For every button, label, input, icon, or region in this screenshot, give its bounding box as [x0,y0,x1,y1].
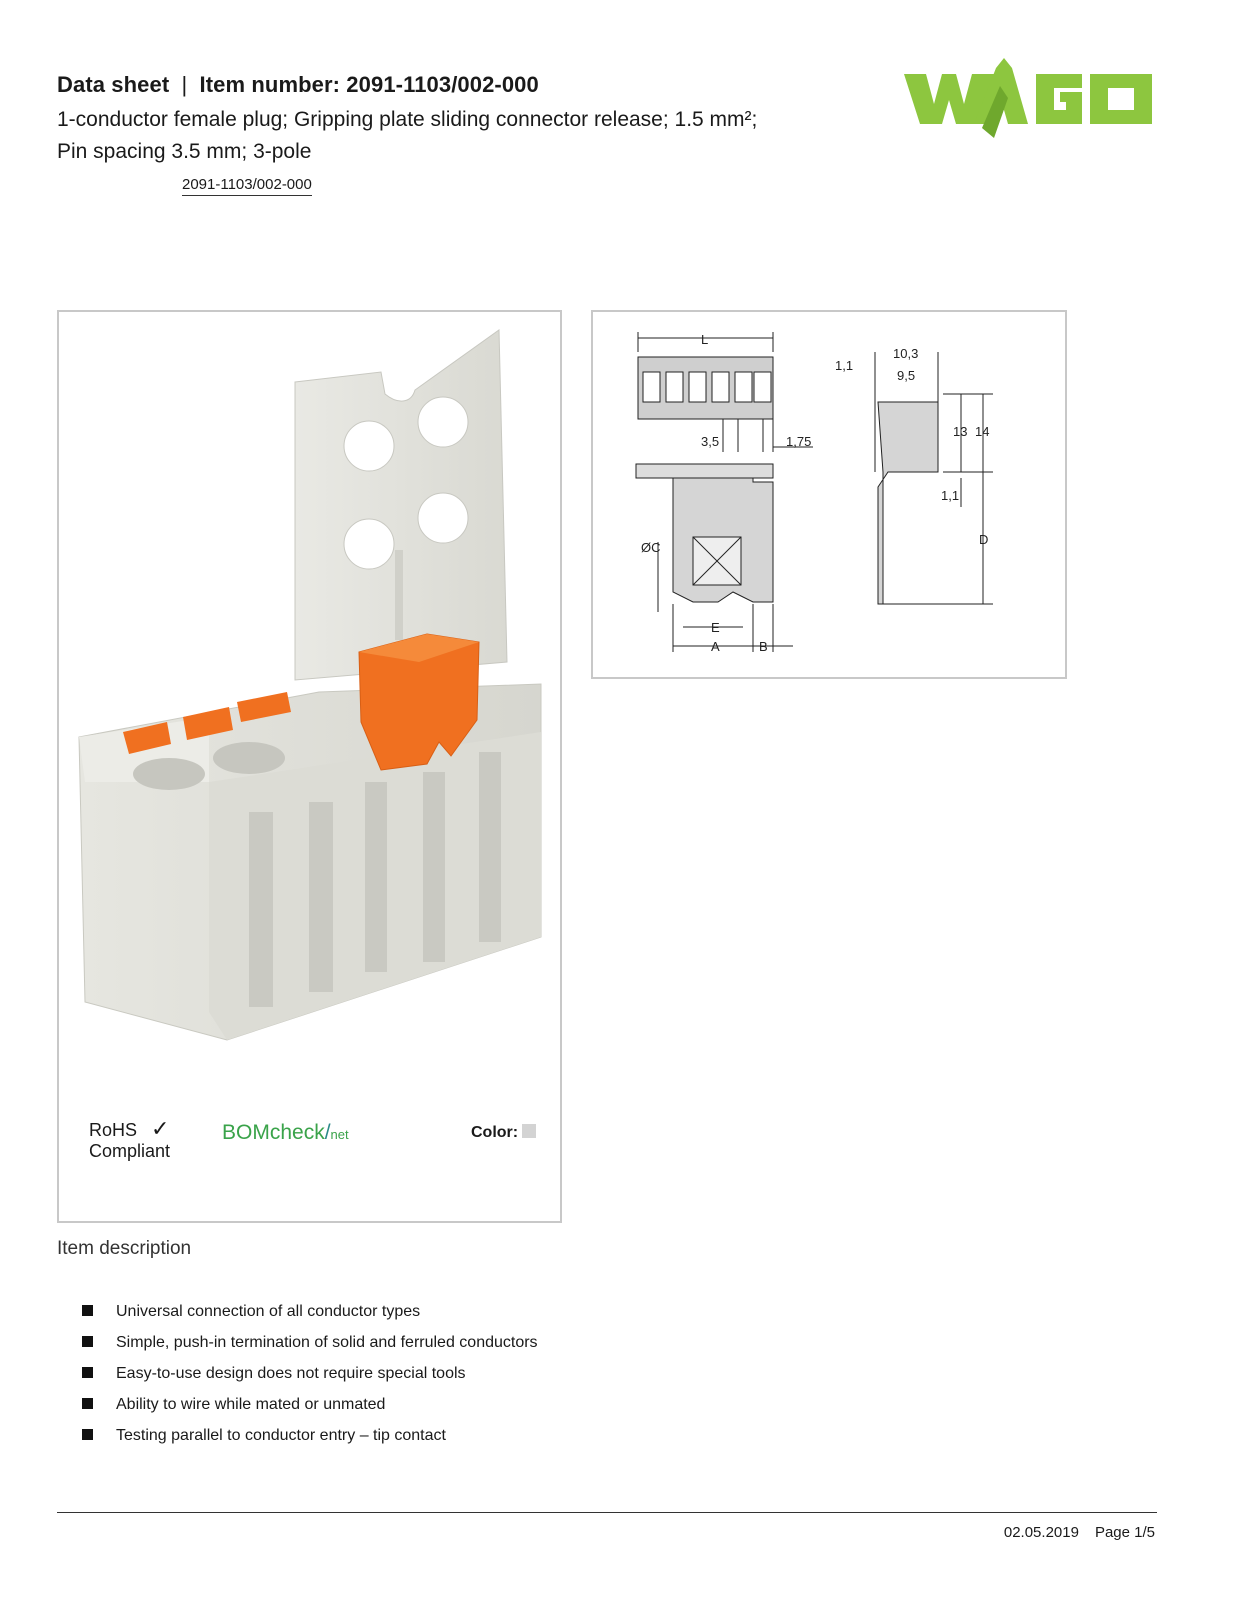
bomcheck-logo [222,1121,349,1145]
doc-type: Data sheet [57,72,170,97]
logo-text: WAGO [904,58,908,59]
feature-text: Simple, push-in termination of solid and ferruled conductors [116,1334,538,1351]
dim-E: E [711,620,720,635]
product-subtitle [57,104,857,168]
list-item [82,1395,538,1426]
list-item [82,1364,538,1395]
footer-date: 02.05.2019 [1003,1524,1079,1541]
page-title [57,72,539,98]
connector-render [59,312,560,1221]
list-item [82,1333,538,1364]
bullet-icon [82,1305,93,1316]
dim-h11: 1,1 [941,488,960,503]
page-number: Page 1/5 [1094,1524,1155,1541]
bullet-icon [82,1398,93,1409]
subtitle-line-1: 1-conductor female plug; Gripping plate sliding connector release; 1.5 mm²; [57,108,758,131]
subtitle-line-2: Pin spacing 3.5 mm; 3-pole [57,140,312,163]
dim-C: ØC [641,540,661,555]
dim-w2: 9,5 [897,368,916,383]
color-swatch [522,1124,536,1138]
dim-A: A [711,639,720,654]
dim-d1: 1,1 [835,358,854,373]
page-footer [1004,1524,1155,1541]
color-label: Color: [471,1124,519,1141]
bullet-icon [82,1429,93,1440]
dim-offset: 1,75 [786,434,812,449]
feature-text: Ability to wire while mated or unmated [116,1396,386,1413]
feature-text: Universal connection of all conductor types [116,1303,421,1320]
product-image-panel [57,310,562,1223]
item-description-heading: Item description [57,1238,192,1259]
rohs-compliant-text: Compliant [89,1141,171,1161]
bomcheck-slash: / [324,1121,331,1144]
dim-B: B [759,639,768,654]
feature-text: Testing parallel to conductor entry – tip contact [116,1427,446,1444]
item-number: Item number: 2091-1103/002-000 [199,72,539,97]
rohs-text: RoHS [89,1120,138,1140]
item-number-link[interactable]: 2091-1103/002-000 [182,176,312,196]
dimension-drawing-panel [591,310,1067,679]
bomcheck-net: net [330,1127,349,1142]
dim-pitch: 3,5 [701,434,720,449]
wago-logo [904,58,1156,142]
rohs-badge [89,1118,170,1162]
dim-L: L [701,332,709,347]
check-icon: ✓ [151,1116,170,1141]
dimension-drawing [593,312,1065,677]
list-item [82,1302,538,1333]
feature-text: Easy-to-use design does not require special tools [116,1365,466,1382]
dim-w1: 10,3 [893,346,919,361]
bullet-icon [82,1367,93,1378]
dim-h13: 13 [953,424,968,439]
footer-divider [57,1512,1157,1513]
title-separator: | [181,72,188,97]
bomcheck-text: BOMcheck [222,1121,325,1144]
dim-h14: 14 [975,424,990,439]
dim-D: D [979,532,989,547]
list-item [82,1426,538,1457]
bullet-icon [82,1336,93,1347]
feature-list [82,1302,538,1457]
